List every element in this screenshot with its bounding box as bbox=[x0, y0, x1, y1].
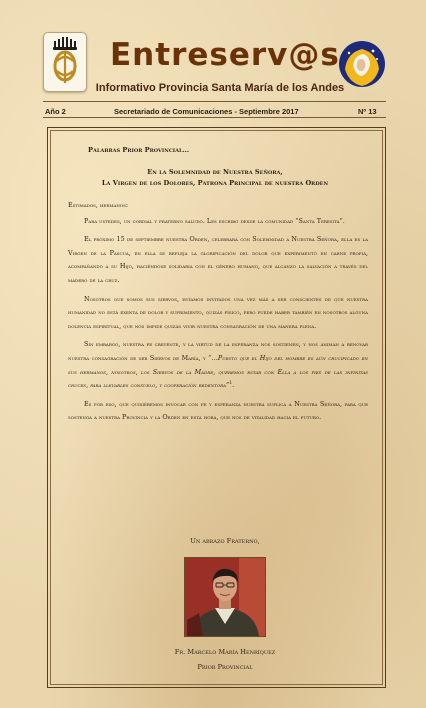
virgin-mary-logo bbox=[337, 39, 387, 89]
header-rule-top bbox=[43, 101, 386, 102]
greeting: Estimados, hermanos: bbox=[68, 201, 129, 209]
constitution-quote: “…Puesto que el Hijo del hombre es aún crucificado en sus hermanos, nosotros, los Siervos de la Madre, queremos estar con Ella a los pies de las infinitas cruces, para llevarles consuelo, y cooperación redentora” bbox=[68, 353, 368, 390]
paragraph-1: Para ustedes, un cordial y fraterno saludo. Les escribo desde la comunidad “Santa Teresita”. bbox=[84, 216, 345, 225]
paragraph-3: Nosotros que somos sus siervos, estamos invitados una vez más a ser conscientes de que nuestra humanidad no está exenta de dolor y sufrimiento, quizás físico, pero puede haber también en nosotros alguna dolencia espiritual, que nos impide quizás vivir nuestra consagración de una manera plena. bbox=[68, 294, 368, 330]
paragraph-4-start: Sin embargo, nuestra fe creyente, y la virtud de la esperanza nos sostienen, y nos animan a renovar nuestra consagración de ser Siervos de María, y bbox=[68, 340, 368, 362]
prior-portrait-photo bbox=[184, 557, 266, 637]
footnote-marker: 1 bbox=[229, 381, 233, 386]
letter-heading: Palabras Prior Provincial… bbox=[88, 146, 190, 154]
paragraph-4 bbox=[68, 338, 368, 392]
occasion-line-2: La Virgen de los Dolores, Patrona Principal de nuestra Orden bbox=[101, 179, 329, 187]
crest-icon bbox=[44, 33, 86, 91]
newsletter-title: Entreserv@s bbox=[110, 37, 340, 73]
closing: Un abrazo Fraterno, bbox=[190, 537, 260, 545]
portrait-icon bbox=[185, 558, 265, 636]
issue-number: Nº 13 bbox=[358, 107, 377, 116]
letter-body bbox=[68, 199, 368, 430]
signature-name: Fr. Marcelo María Henríquez bbox=[174, 648, 276, 656]
newsletter-subtitle: Informativo Provincia Santa María de los Andes bbox=[95, 82, 345, 94]
occasion-title bbox=[60, 167, 370, 189]
paragraph-2: El próximo 15 de septiembre nuestra Orden, celebrará con Solemnidad a Nuestra Señora, ella es la Virgen de la Pascua, en ella se refleja la glorificación del dolor que experimentó en carne propia, acompañando a su Hijo, haciéndose solidaria con el género humano, que alcanzo la salvación a través del madero de la cruz. bbox=[68, 235, 368, 284]
occasion-line-1: En la Solemnidad de Nuestra Señora, bbox=[147, 168, 283, 176]
header-rule-bottom bbox=[43, 117, 386, 118]
year-label: Año 2 bbox=[45, 107, 66, 116]
signature-title: Prior Provincial bbox=[197, 663, 253, 671]
secretariat-date: Secretariado de Comunicaciones - Septiembre 2017 bbox=[114, 107, 299, 116]
paragraph-4-end: . bbox=[232, 381, 235, 390]
order-emblem-logo bbox=[43, 32, 87, 92]
paragraph-5: Es por eso, que quisiéremos invocar con fe y esperanza nuestra suplica a Nuestra Señora, para que sostenga a nuestra Provincia y la Orden en esta hora, que nos de vitalidad hacia el futuro. bbox=[68, 399, 368, 422]
virgin-mary-icon bbox=[337, 39, 387, 89]
